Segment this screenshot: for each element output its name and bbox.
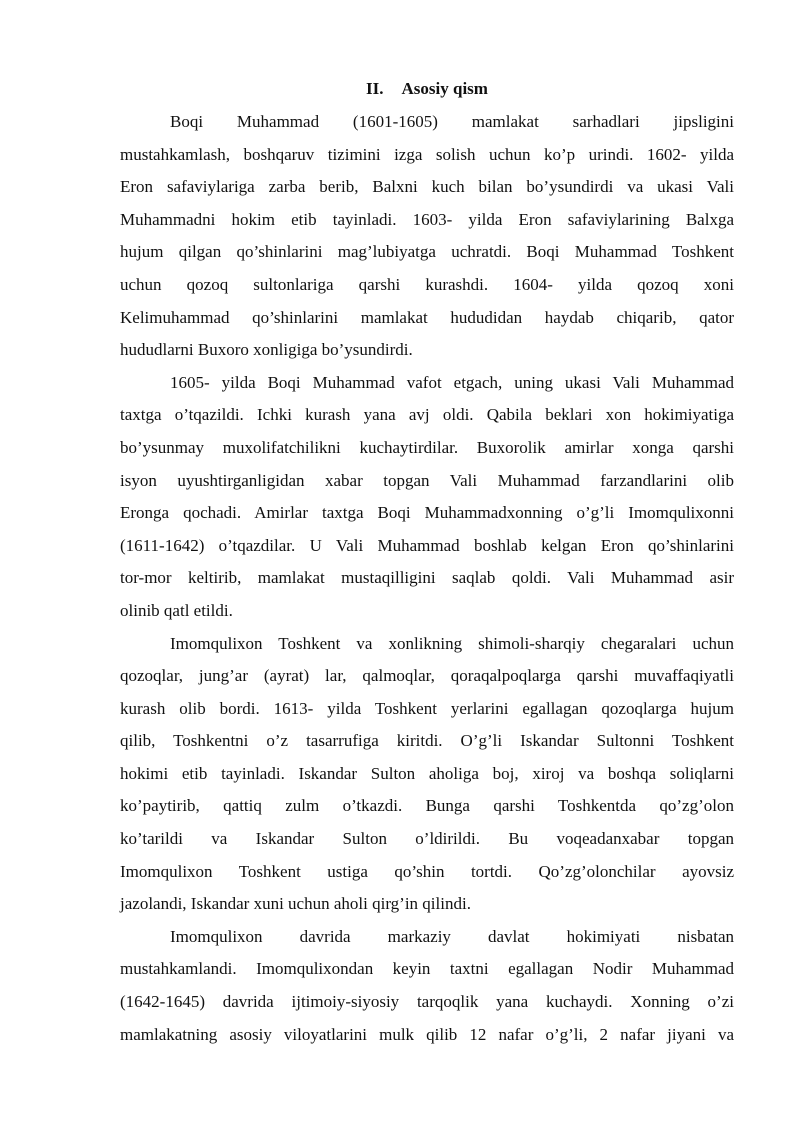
text-line: Imomqulixon Toshkent va xonlikning shimoli-sharqiy chegaralari uchun: [170, 633, 734, 653]
paragraph-2: [120, 367, 734, 628]
section-heading: [120, 78, 734, 100]
text-line: taxtga o’tqazildi. Ichki kurash yana avj oldi. Qabila beklari xon hokimiyatiga: [120, 405, 734, 425]
text-line: hududlarni Buxoro xonligiga bo’ysundirdi.: [120, 340, 413, 360]
text-line: olinib qatl etildi.: [120, 600, 233, 620]
text-line: isyon uyushtirganligidan xabar topgan Vali Muhammad farzandlarini olib: [120, 470, 734, 490]
text-line: ko’paytirib, qattiq zulm o’tkazdi. Bunga qarshi Toshkentda qo’zg’olon: [120, 796, 734, 816]
text-line: hujum qilgan qo’shinlarini mag’lubiyatga uchratdi. Boqi Muhammad Toshkent: [120, 242, 734, 262]
text-line: hokimi etib tayinladi. Iskandar Sulton aholiga boj, xiroj va boshqa soliqlarni: [120, 763, 734, 783]
paragraph-1: [120, 106, 734, 367]
text-line: (1642-1645) davrida ijtimoiy-siyosiy tarqoqlik yana kuchaydi. Xonning o’zi: [120, 992, 734, 1012]
text-line: uchun qozoq sultonlariga qarshi kurashdi. 1604- yilda qozoq xoni: [120, 274, 734, 294]
section-number: II.: [366, 79, 384, 98]
paragraph-4: [120, 921, 734, 1051]
paragraph-3: [120, 628, 734, 921]
text-line: Eron safaviylariga zarba berib, Balxni kuch bilan bo’ysundirdi va ukasi Vali: [120, 177, 734, 197]
text-line: Kelimuhammad qo’shinlarini mamlakat hududidan haydab chiqarib, qator: [120, 307, 734, 327]
text-line: Eronga qochadi. Amirlar taxtga Boqi Muhammadxonning o’g’li Imomqulixonni: [120, 503, 734, 523]
text-line: jazolandi, Iskandar xuni uchun aholi qirg’in qilindi.: [120, 894, 471, 914]
text-line: bo’ysunmay muxolifatchilikni kuchaytirdilar. Buxorolik amirlar xonga qarshi: [120, 437, 734, 457]
text-line: tor-mor keltirib, mamlakat mustaqilligini saqlab qoldi. Vali Muhammad asir: [120, 568, 734, 588]
text-line: (1611-1642) o’tqazdilar. U Vali Muhammad boshlab kelgan Eron qo’shinlarini: [120, 535, 734, 555]
text-line: Muhammadni hokim etib tayinladi. 1603- yilda Eron safaviylarining Balxga: [120, 209, 734, 229]
text-line: Imomqulixon davrida markaziy davlat hokimiyati nisbatan: [170, 926, 734, 946]
text-line: kurash olib bordi. 1613- yilda Toshkent yerlarini egallagan qozoqlarga hujum: [120, 698, 734, 718]
text-line: Boqi Muhammad (1601-1605) mamlakat sarhadlari jipsligini: [170, 112, 734, 131]
text-line: ko’tarildi va Iskandar Sulton o’ldirildi. Bu voqeadanxabar topgan: [120, 829, 734, 849]
text-line: mamlakatning asosiy viloyatlarini mulk qilib 12 nafar o’g’li, 2 nafar jiyani va: [120, 1024, 734, 1044]
text-line: qozoqlar, jung’ar (ayrat) lar, qalmoqlar, qoraqalpoqlarga qarshi muvaffaqiyatli: [120, 666, 734, 686]
text-line: 1605- yilda Boqi Muhammad vafot etgach, uning ukasi Vali Muhammad: [170, 372, 734, 392]
text-line: mustahkamlandi. Imomqulixondan keyin taxtni egallagan Nodir Muhammad: [120, 959, 734, 979]
section-title: Asosiy qism: [401, 79, 488, 98]
text-line: mustahkamlash, boshqaruv tizimini izga solish uchun ko’p urindi. 1602- yilda: [120, 144, 734, 164]
text-line: qilib, Toshkentni o’z tasarrufiga kiritdi. O’g’li Iskandar Sultonni Toshkent: [120, 731, 734, 751]
text-line: Imomqulixon Toshkent ustiga qo’shin tortdi. Qo’zg’olonchilar ayovsiz: [120, 861, 734, 881]
